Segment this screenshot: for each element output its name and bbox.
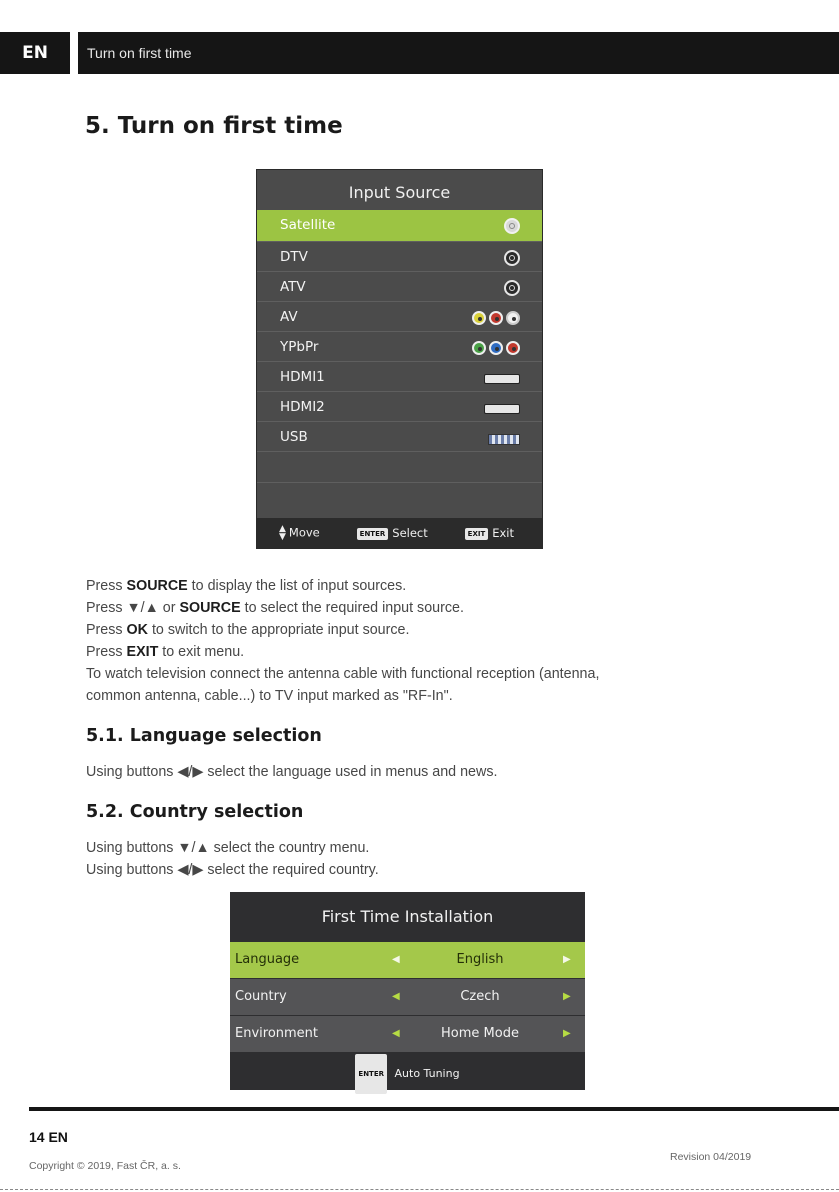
input-source-empty-row <box>257 482 542 513</box>
section-header-label: Turn on first time <box>87 45 192 61</box>
satellite-connector-icon <box>504 218 520 233</box>
country-selection-heading: 5.2. Country selection <box>86 802 304 822</box>
hdmi-port-icon <box>484 400 520 415</box>
move-hint: ▲ ▼ Move <box>279 524 320 542</box>
input-source-menu <box>256 169 543 549</box>
instruction-line: To watch television connect the antenna cable with functional reception (antenna, <box>86 666 600 682</box>
footer-rule <box>29 1107 839 1111</box>
input-source-item-ypbpr[interactable] <box>257 331 542 361</box>
input-source-item-atv[interactable] <box>257 271 542 301</box>
language-selection-text: Using buttons ◀/▶ select the language used in menus and news. <box>86 764 498 780</box>
exit-hint: EXIT Exit <box>465 526 514 540</box>
up-down-arrows-icon: ▲ ▼ <box>279 524 286 542</box>
instruction-line: Press ▼/▲ or SOURCE to select the required input source. <box>86 600 464 616</box>
antenna-connector-icon <box>504 280 520 295</box>
auto-tuning-label: Auto Tuning <box>394 1067 460 1080</box>
language-badge: EN <box>0 32 70 74</box>
setting-label: Environment <box>235 1026 319 1041</box>
key-name: SOURCE <box>179 600 241 616</box>
input-source-item-label: HDMI1 <box>280 369 325 385</box>
cut-line <box>0 1189 839 1190</box>
setting-value: Czech <box>460 989 500 1004</box>
antenna-connector-icon <box>504 250 520 265</box>
setting-label: Language <box>235 952 300 967</box>
input-source-title: Input Source <box>348 183 451 202</box>
input-source-item-label: ATV <box>280 279 306 295</box>
key-name: OK <box>126 622 148 638</box>
left-arrow-icon[interactable]: ◀ <box>392 1028 400 1039</box>
input-source-item-label: Satellite <box>280 217 336 233</box>
instruction-line: Press EXIT to exit menu. <box>86 644 245 660</box>
input-source-item-label: DTV <box>280 249 308 265</box>
hdmi-port-icon <box>484 370 520 385</box>
setting-label: Country <box>235 989 287 1004</box>
setting-row-language[interactable] <box>230 942 585 978</box>
left-arrow-icon[interactable]: ◀ <box>392 954 400 965</box>
setting-row-country[interactable] <box>230 979 585 1015</box>
input-source-item-label: USB <box>280 429 308 445</box>
key-name: SOURCE <box>126 578 188 594</box>
page-title: 5. Turn on first time <box>85 113 343 139</box>
input-source-item-label: HDMI2 <box>280 399 325 415</box>
instruction-line: common antenna, cable...) to TV input marked as "RF-In". <box>86 688 453 704</box>
input-source-item-label: YPbPr <box>280 339 319 355</box>
first-time-installation-title: First Time Installation <box>321 907 494 926</box>
setting-value: English <box>456 952 504 967</box>
country-selection-text: Using buttons ▼/▲ select the country menu. <box>86 840 370 856</box>
page-number: 14 EN <box>29 1129 68 1145</box>
input-source-item-label: AV <box>280 309 298 325</box>
select-hint: ENTER Select <box>357 526 428 540</box>
input-source-footer <box>257 518 542 548</box>
exit-key-icon: EXIT <box>465 528 489 540</box>
setting-value: Home Mode <box>441 1026 519 1041</box>
instruction-line: Press SOURCE to display the list of input sources. <box>86 578 407 594</box>
enter-key-icon: ENTER <box>355 1054 387 1094</box>
enter-key-icon: ENTER <box>357 528 389 540</box>
right-arrow-icon[interactable]: ▶ <box>563 1028 571 1039</box>
copyright: Copyright © 2019, Fast ČR, a. s. <box>29 1160 181 1172</box>
input-source-item-usb[interactable] <box>257 421 542 451</box>
instruction-line: Press OK to switch to the appropriate input source. <box>86 622 410 638</box>
auto-tuning-hint <box>230 1054 585 1090</box>
input-source-item-satellite[interactable] <box>257 210 542 241</box>
country-selection-text: Using buttons ◀/▶ select the required country. <box>86 862 379 878</box>
right-arrow-icon[interactable]: ▶ <box>563 954 571 965</box>
first-time-installation-menu <box>230 892 585 1090</box>
usb-port-icon <box>488 430 520 445</box>
rca-green-blue-red-icon <box>472 340 520 355</box>
section-header <box>78 32 839 74</box>
input-source-item-av[interactable] <box>257 301 542 331</box>
input-source-empty-row <box>257 451 542 482</box>
right-arrow-icon[interactable]: ▶ <box>563 991 571 1002</box>
key-name: EXIT <box>126 644 159 660</box>
rca-yellow-red-white-icon <box>472 310 520 325</box>
revision: Revision 04/2019 <box>670 1151 752 1163</box>
input-source-item-hdmi2[interactable] <box>257 391 542 421</box>
input-source-item-hdmi1[interactable] <box>257 361 542 391</box>
language-selection-heading: 5.1. Language selection <box>86 726 322 746</box>
setting-row-environment[interactable] <box>230 1016 585 1052</box>
left-arrow-icon[interactable]: ◀ <box>392 991 400 1002</box>
input-source-item-dtv[interactable] <box>257 241 542 271</box>
